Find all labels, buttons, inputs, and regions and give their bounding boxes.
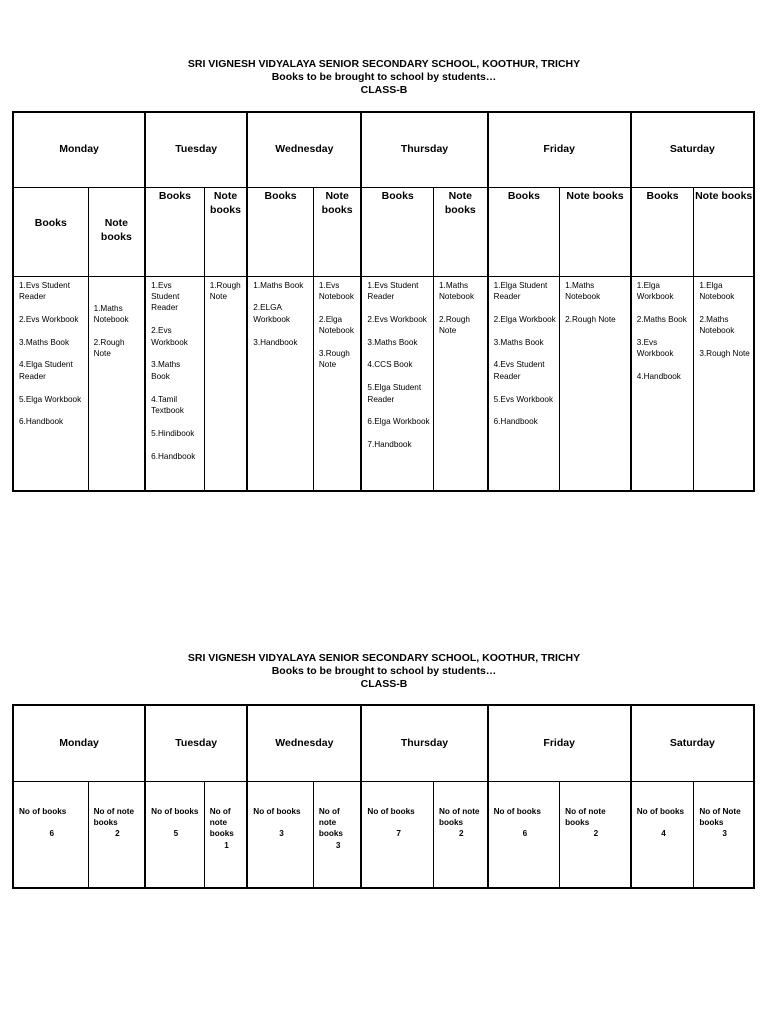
list-item: 6.Elga Workbook [367, 417, 430, 427]
count-cell-monday-notes [88, 781, 145, 888]
count-value: 3 [722, 829, 727, 839]
list-item: 2.Rough Note [93, 337, 125, 359]
count-label: No of note books [439, 806, 480, 827]
count-cell-monday-books [13, 781, 88, 888]
count-cell-thursday-books [361, 781, 433, 888]
list-cell-friday-notes [560, 276, 631, 491]
list-item: 1.Maths Notebook [565, 280, 601, 301]
count-value: 6 [49, 828, 55, 838]
count-cell-wednesday-notes [313, 781, 361, 888]
day-header-monday: Monday [13, 705, 145, 781]
count-value: 6 [522, 828, 528, 838]
count-label: No of books [151, 806, 199, 816]
heading-1 [0, 58, 768, 97]
list-item: 2.Elga Workbook [493, 314, 556, 324]
col-header-tuesday-books: Books [145, 187, 204, 276]
day-header-tuesday: Tuesday [145, 112, 247, 187]
list-item: 7.Handbook [367, 440, 412, 450]
count-cell-saturday-books [631, 781, 694, 888]
count-cell-friday-books [488, 781, 560, 888]
count-value: 2 [593, 829, 599, 839]
list-item: 4.CCS Book [367, 360, 413, 370]
heading-2 [0, 652, 768, 691]
book-count-table [12, 704, 755, 889]
book-list-table [12, 111, 755, 492]
list-item: 5.Evs Workbook [493, 394, 554, 404]
day-header-saturday: Saturday [631, 112, 754, 187]
day-header-wednesday: Wednesday [247, 705, 361, 781]
count-label: No of books [636, 806, 685, 816]
count-value: 2 [459, 829, 464, 839]
list-item: 1.Evs Notebook [318, 280, 354, 301]
list-item: 2.Evs Workbook [151, 326, 188, 347]
day-header-thursday: Thursday [361, 112, 487, 187]
day-header-tuesday: Tuesday [145, 705, 247, 781]
list-item: 5.Elga Workbook [19, 394, 82, 404]
list-cell-tuesday-books [145, 276, 204, 491]
list-item: 2.Evs Workbook [19, 314, 79, 324]
list-item: 6.Handbook [151, 451, 196, 461]
list-item: 3.Maths Book [493, 337, 544, 347]
count-cell-tuesday-books [145, 781, 204, 888]
list-item: 4.Handbook [636, 371, 681, 381]
list-item: 2.Maths Notebook [699, 314, 735, 336]
list-item: 2.Maths Book [636, 314, 687, 324]
list-item: 3.Rough Note [699, 348, 750, 358]
count-value: 1 [224, 840, 229, 850]
count-cell-friday-notes [560, 781, 631, 888]
count-label: No of note books [209, 806, 234, 839]
count-label: No of books [253, 806, 301, 816]
list-item: 1.Evs Student Reader [367, 280, 419, 301]
list-item: 6.Handbook [493, 417, 538, 427]
subtitle: Books to be brought to school by students… [271, 71, 497, 83]
col-header-saturday-notes: Note books [694, 187, 754, 276]
count-cell-thursday-notes [434, 781, 488, 888]
count-label: No of books [367, 806, 415, 816]
list-item: 3.Handbook [253, 337, 298, 347]
col-header-thursday-books: Books [361, 187, 433, 276]
day-header-monday: Monday [13, 112, 145, 187]
count-value: 4 [661, 828, 666, 838]
list-item: 6.Handbook [19, 417, 64, 427]
list-item: 3.Rough Note [318, 348, 350, 370]
day-header-wednesday: Wednesday [247, 112, 361, 187]
count-label: No of note books [565, 806, 606, 827]
list-item: 4.Evs Student Reader [493, 360, 545, 381]
list-item: 1.Elga Workbook [636, 280, 674, 301]
class-label: CLASS-B [360, 678, 408, 690]
list-item: 1.Rough Note [209, 280, 241, 301]
count-label: No of books [493, 806, 541, 816]
school-name: SRI VIGNESH VIDYALAYA SENIOR SECONDARY SCHOOL, KOOTHUR, TRICHY [187, 58, 581, 70]
list-cell-wednesday-books [247, 276, 313, 491]
count-label: No of note books [318, 806, 343, 839]
list-item: 5.Elga Student Reader [367, 383, 422, 404]
col-header-wednesday-notes: Note books [313, 187, 361, 276]
col-header-tuesday-notes: Note books [204, 187, 247, 276]
list-item: 3.Maths Book [19, 337, 70, 347]
list-item: 3.Evs Workbook [636, 337, 674, 358]
list-cell-thursday-books [361, 276, 433, 491]
list-item: 1.Elga Notebook [699, 280, 735, 301]
list-cell-tuesday-notes [204, 276, 247, 491]
day-header-saturday: Saturday [631, 705, 754, 781]
list-item: 1.Evs Student Reader [151, 280, 180, 313]
count-value: 7 [396, 828, 401, 838]
col-header-thursday-notes: Note books [434, 187, 488, 276]
list-item: 1.Elga Student Reader [493, 280, 548, 301]
list-cell-saturday-notes [694, 276, 754, 491]
count-value: 3 [335, 840, 341, 850]
list-item: 2.Elga Notebook [318, 314, 354, 336]
count-label: No of note books [93, 806, 135, 827]
day-header-thursday: Thursday [361, 705, 487, 781]
list-item: 4.Tamil Textbook [151, 394, 184, 415]
day-header-friday: Friday [488, 705, 631, 781]
list-cell-monday-books [13, 276, 88, 491]
count-label: No of books [19, 806, 67, 816]
list-item: 1.Maths Book [253, 280, 304, 290]
list-item: 1.Maths Notebook [93, 303, 129, 324]
col-header-wednesday-books: Books [247, 187, 313, 276]
col-header-friday-books: Books [488, 187, 560, 276]
count-value: 2 [115, 829, 120, 839]
class-label: CLASS-B [360, 84, 408, 96]
list-item: 1.Maths Notebook [439, 280, 475, 301]
list-cell-friday-books [488, 276, 560, 491]
list-item: 1.Evs Student Reader [19, 280, 70, 301]
count-cell-tuesday-notes [204, 781, 247, 888]
count-label: No of Note books [699, 806, 741, 827]
count-value: 5 [173, 828, 179, 838]
day-header-friday: Friday [488, 112, 631, 187]
list-cell-thursday-notes [434, 276, 488, 491]
count-cell-saturday-notes [694, 781, 754, 888]
list-item: 4.Elga Student Reader [19, 360, 73, 381]
list-cell-saturday-books [631, 276, 694, 491]
col-header-saturday-books: Books [631, 187, 694, 276]
list-item: 2.Rough Note [565, 314, 616, 324]
list-cell-wednesday-notes [313, 276, 361, 491]
list-item: 2.ELGA Workbook [253, 303, 290, 324]
count-value: 3 [279, 828, 284, 838]
list-item: 3.Maths Book [151, 360, 181, 381]
list-cell-monday-notes [88, 276, 145, 491]
count-cell-wednesday-books [247, 781, 313, 888]
col-header-monday-notes: Note books [88, 187, 145, 276]
list-item: 2.Evs Workbook [367, 314, 427, 324]
list-item: 2.Rough Note [439, 314, 470, 336]
list-item: 5.Hindibook [151, 428, 195, 438]
col-header-monday-books: Books [13, 187, 88, 276]
school-name: SRI VIGNESH VIDYALAYA SENIOR SECONDARY SCHOOL, KOOTHUR, TRICHY [187, 652, 581, 664]
col-header-friday-notes: Note books [560, 187, 631, 276]
list-item: 3.Maths Book [367, 337, 418, 347]
subtitle: Books to be brought to school by students… [271, 665, 497, 677]
